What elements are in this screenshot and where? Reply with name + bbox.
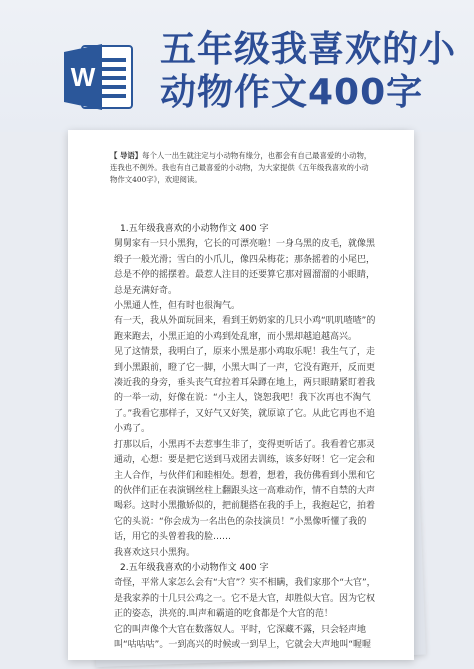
paragraph: 见了这情景，我明白了，原来小黑是那小鸡取乐呢！我生气了，走到小黑跟前，瞪了它一脚，小黑大叫了一声，它没有跑开，反而更凑近我的身旁，垂头丧气耷拉着耳朵蹲在地上，两只眼睛紧盯着我的一举一动，好像在说：“小主人，饶恕我吧！我下次再也不淘气了。”我看它那样子，又好气又好笑，就原谅了它。从此它再也不追小鸡了。: [114, 347, 376, 435]
document-page: [68, 130, 414, 660]
document-body: [114, 222, 382, 653]
paragraph: 小黑通人性，但有时也很淘气。: [114, 301, 241, 312]
section-heading: 1.五年级我喜欢的小动物作文 400 字: [120, 224, 269, 234]
guide-text: [110, 150, 372, 186]
paragraph: 我喜欢这只小黑狗。: [114, 547, 196, 558]
guide-tag: 【 导语】: [110, 151, 143, 160]
paragraph: 它的叫声像个大官在数落奴人。平时，它深藏不露，只会轻声地叫“咕咕咕”。一到高兴的时候或一到早上，它就会大声地叫“喔喔: [114, 624, 371, 650]
page-title: 五年级我喜欢的小动物作文400字: [160, 29, 457, 113]
paragraph: 舅舅家有一只小黑狗，它长的可漂亮啦！一身乌黑的皮毛，就像黑缎子一般光滑；雪白的小爪儿，像四朵梅花；那条摇着的小尾巴，总是不停的摇摆着。最惹人注目的还要算它那对圆溜溜的小眼睛，总是充满好奇。: [114, 239, 376, 296]
svg-text:W: W: [70, 62, 96, 92]
paragraph: 奇怪，平常人家怎么会有“大官”？实不相瞒，我们家那个“大官”，是我家养的十几只公鸡之一。它不是大官，却胜似大官。因为它权正的姿态，洪亮的.叫声和霸道的吃食都是个大官的范！: [114, 578, 376, 620]
paragraph: 打那以后，小黑再不去惹事生非了，变得更听话了。我看着它那灵通动，心想：要是把它送到马戏团去训练，该多好呀！它一定会和主人合作，与伙伴们和睦相处。想着，想着，我仿佛看到小黑和它的伙伴们正在表演钢丝柱上翻跟头这一高难动作，情不自禁的大声喝彩。这时小黑撒娇似的，把前腿搭在我的手上，我抱起它，拍着它的头说：“你会成为一名出色的杂技演员！”小黑像听懂了我的话，用它的头曾着我的脸……: [114, 439, 376, 543]
paragraph: 有一天，我从外面玩回来，看到王奶奶家的几只小鸡“叽叽喳喳”的跑来跑去，小黑正追的小鸡到处乱窜，而小黑却越追越高兴。: [114, 316, 376, 342]
section-heading: 2.五年级我喜欢的小动物作文 400 字: [120, 562, 269, 573]
word-document-icon: [62, 40, 136, 114]
guide-body: 每个人一出生就注定与小动物有缘分，也都会有自己最喜爱的小动物，连我也不例外。我也有自己最喜爱的小动物，为大家提供《五年级我喜欢的小动物作文400字》，欢迎阅读。: [110, 151, 372, 184]
